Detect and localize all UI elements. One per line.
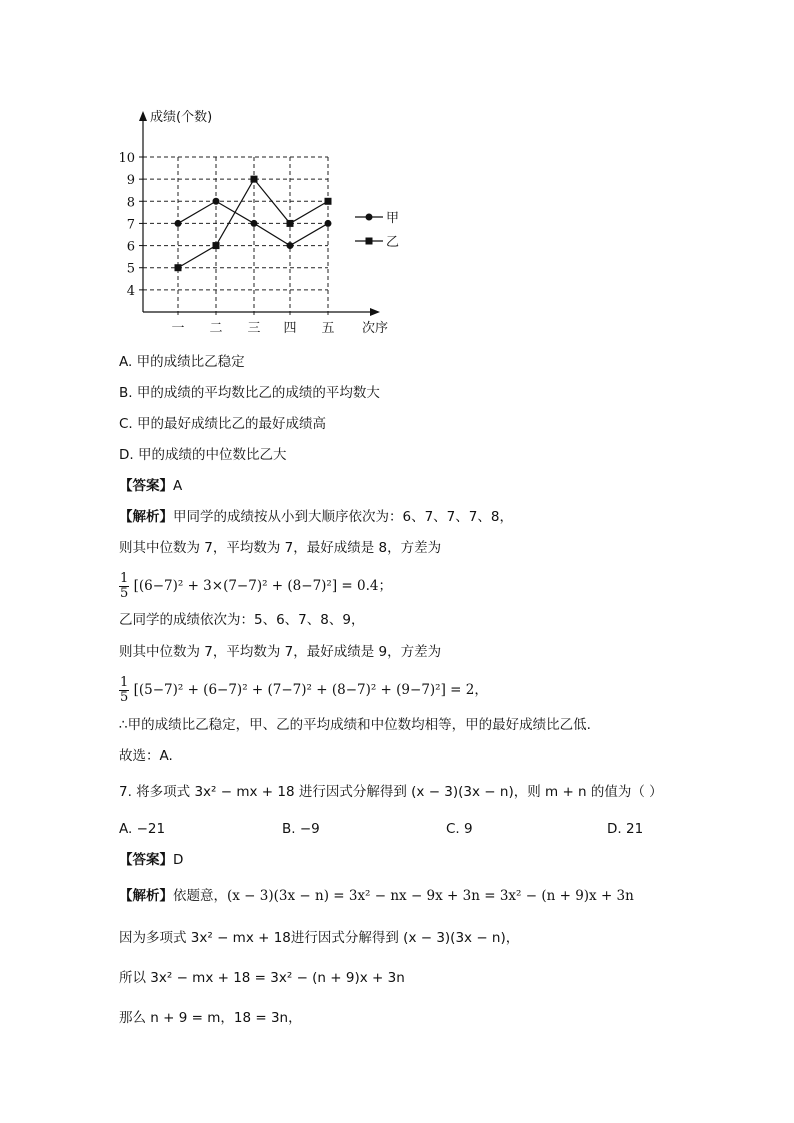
data-point xyxy=(175,264,182,271)
x-tick-labels xyxy=(171,321,334,336)
data-point xyxy=(287,220,294,227)
answer-6: 【答案】A xyxy=(119,478,183,494)
analysis-7-line-1: 【解析】依题意，(x − 3)(3x − n) = 3x² − nx − 9x + 3n = 3x² − (n + 9)x + 3n xyxy=(119,888,634,904)
y-axis-arrow xyxy=(139,111,147,121)
analysis-6-line-3: 乙同学的成绩依次为：5、6、7、8、9， xyxy=(119,612,365,628)
analysis-6-line-4: 则其中位数为 7，平均数为 7，最好成绩是 9，方差为 xyxy=(119,644,442,660)
analysis-6-line-1: 【解析】甲同学的成绩按从小到大顺序依次为：6、7、7、7、8， xyxy=(119,509,513,525)
y-tick-label: 6 xyxy=(126,239,135,255)
question-7-stem: 7. 将多项式 3x² − mx + 18 进行因式分解得到 (x − 3)(3x − n)，则 m + n 的值为（ ） xyxy=(119,784,663,800)
analysis-7-line-2: 因为多项式 3x² − mx + 18进行因式分解得到 (x − 3)(3x − n)， xyxy=(119,930,520,946)
x-tick-label: 三 xyxy=(247,321,261,336)
x-axis-arrow xyxy=(370,308,380,316)
data-point xyxy=(175,220,182,227)
q7-option-a: A. −21 xyxy=(119,821,166,837)
analysis-7-line-3: 所以 3x² − mx + 18 = 3x² − (n + 9)x + 3n xyxy=(119,970,405,986)
chart-grid xyxy=(143,157,328,318)
variance-formula-1: $\frac{1}{5}$ [(6−7)² + 3×(7−7)² + (8−7)²] = 0.4； xyxy=(120,570,392,601)
line-chart xyxy=(100,95,420,340)
q7-option-c: C. 9 xyxy=(446,821,473,837)
variance-formula-2: $\frac{1}{5}$ [(5−7)² + (6−7)² + (7−7)² + (8−7)² + (9−7)²] = 2， xyxy=(120,674,488,705)
legend-label: 乙 xyxy=(386,235,400,250)
option-c: C. 甲的最好成绩比乙的最好成绩高 xyxy=(119,416,327,432)
q7-option-d: D. 21 xyxy=(607,821,644,837)
q7-option-b: B. −9 xyxy=(282,821,320,837)
chart-legend xyxy=(355,211,399,250)
y-tick-label: 10 xyxy=(118,151,135,166)
analysis-7-line-4: 那么 n + 9 = m，18 = 3n， xyxy=(119,1010,302,1026)
analysis-6-conclusion: ∴甲的成绩比乙稳定，甲、乙的平均成绩和中位数均相等，甲的最好成绩比乙低. xyxy=(119,717,591,733)
x-tick-label: 五 xyxy=(321,321,335,336)
legend-marker xyxy=(366,238,373,245)
answer-7: 【答案】D xyxy=(119,852,184,868)
option-b: B. 甲的成绩的平均数比乙的成绩的平均数大 xyxy=(119,385,380,401)
analysis-6-line-2: 则其中位数为 7，平均数为 7，最好成绩是 8，方差为 xyxy=(119,540,442,556)
analysis-6-choice: 故选：A. xyxy=(119,748,173,764)
y-tick-label: 8 xyxy=(126,195,135,211)
y-tick-label: 5 xyxy=(126,261,135,277)
y-tick-labels xyxy=(118,151,143,299)
x-axis-label: 次序 xyxy=(362,321,389,336)
x-tick-label: 四 xyxy=(283,321,297,336)
data-point xyxy=(251,176,258,183)
legend-marker xyxy=(366,214,373,221)
y-axis-label: 成绩(个数) xyxy=(150,110,213,125)
legend-label: 甲 xyxy=(386,211,400,226)
x-tick-label: 二 xyxy=(209,321,223,336)
chart-axes xyxy=(139,111,380,316)
data-point xyxy=(325,198,332,205)
option-a: A. 甲的成绩比乙稳定 xyxy=(119,354,245,370)
data-point xyxy=(213,198,220,205)
x-tick-label: 一 xyxy=(171,321,185,336)
data-point xyxy=(325,220,332,227)
y-tick-label: 4 xyxy=(126,283,135,299)
data-point xyxy=(287,242,294,249)
option-d: D. 甲的成绩的中位数比乙大 xyxy=(119,447,287,463)
data-point xyxy=(213,242,220,249)
data-point xyxy=(251,220,258,227)
y-tick-label: 7 xyxy=(126,217,135,233)
y-tick-label: 9 xyxy=(126,173,135,189)
